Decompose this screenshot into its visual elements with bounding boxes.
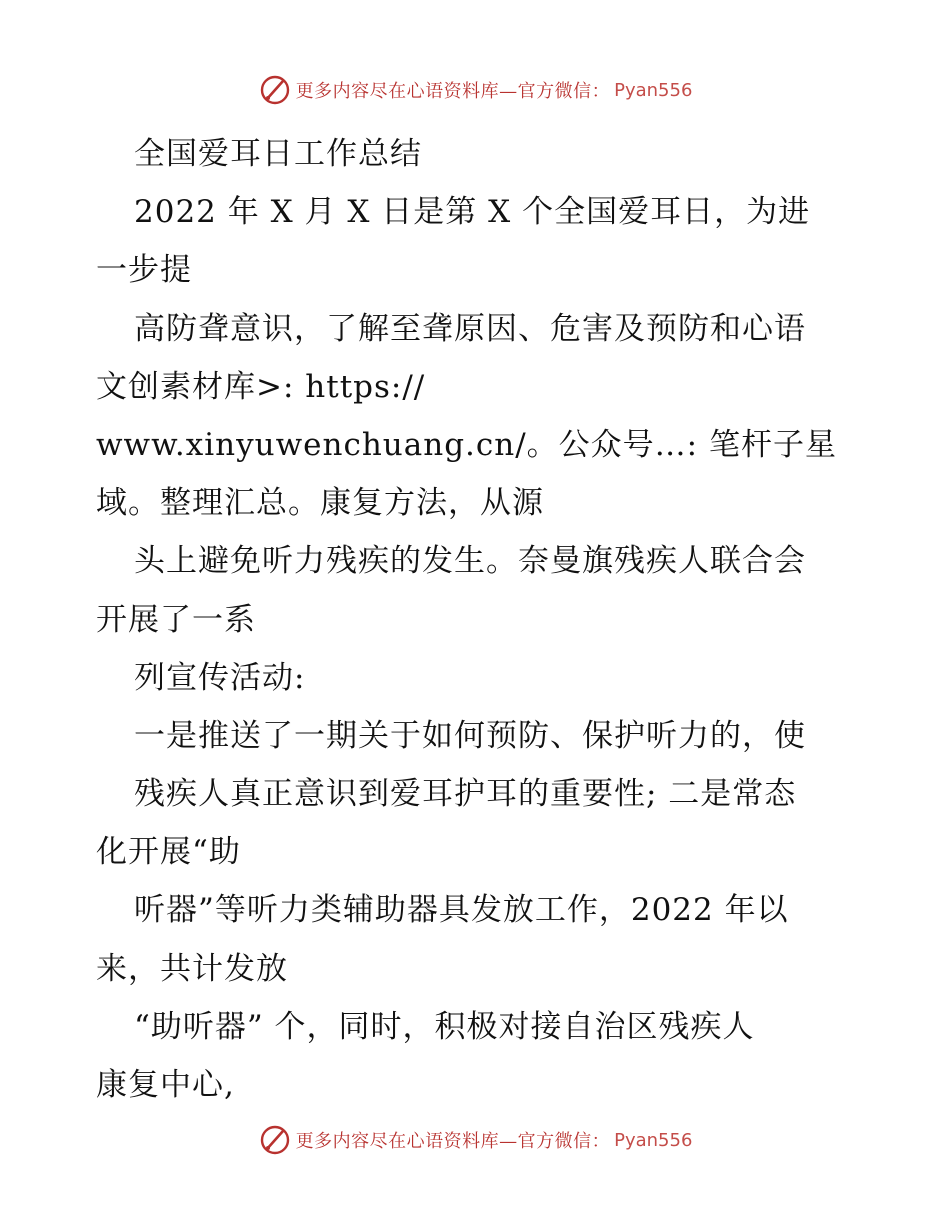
footer-wechat-id: Pyan556 bbox=[614, 1129, 693, 1151]
document-line: 高防聋意识，了解至聋原因、危害及预防和心语 bbox=[134, 310, 806, 347]
document-line: 列宣传活动: bbox=[134, 659, 306, 696]
document-line: 一是推送了一期关于如何预防、保护听力的，使 bbox=[134, 717, 806, 754]
document-line: 化开展“助 bbox=[96, 834, 241, 871]
header-wechat-id: Pyan556 bbox=[614, 79, 693, 101]
document-line: 2022 年 X 月 X 日是第 X 个全国爱耳日，为进 bbox=[134, 194, 811, 231]
document-line: 康复中心, bbox=[96, 1067, 235, 1103]
document-line: “助听器” 个，同时，积极对接自治区残疾人 bbox=[134, 1008, 755, 1045]
page-footer-banner bbox=[0, 1122, 950, 1158]
document-line: 一步提 bbox=[96, 252, 192, 289]
page-header-banner bbox=[0, 72, 950, 108]
header-banner-text: 更多内容尽在心语资料库—官方微信： bbox=[295, 81, 611, 102]
document-line: 域。整理汇总。康复方法，从源 bbox=[96, 485, 544, 522]
footer-banner bbox=[258, 1123, 693, 1157]
document-line: www.xinyuwenchuang.cn/。公众号…: 笔杆子星 bbox=[96, 426, 837, 463]
footer-banner-text: 更多内容尽在心语资料库—官方微信： bbox=[295, 1131, 611, 1152]
document-line: 头上避免听力残疾的发生。奈曼旗残疾人联合会 bbox=[134, 543, 806, 580]
document-line: 开展了一系 bbox=[96, 601, 256, 638]
quill-pen-logo-icon bbox=[258, 73, 292, 107]
document-line: 听器”等听力类辅助器具发放工作，2022 年以 bbox=[134, 892, 789, 929]
document-line: 全国爱耳日工作总结 bbox=[134, 136, 422, 172]
document-body bbox=[96, 125, 856, 1114]
header-banner bbox=[258, 73, 693, 107]
document-line: 来，共计发放 bbox=[96, 950, 288, 987]
quill-pen-logo-icon bbox=[258, 1123, 292, 1157]
document-line: 文创素材库>: https:// bbox=[96, 368, 426, 405]
document-line: 残疾人真正意识到爱耳护耳的重要性; 二是常态 bbox=[134, 776, 797, 813]
